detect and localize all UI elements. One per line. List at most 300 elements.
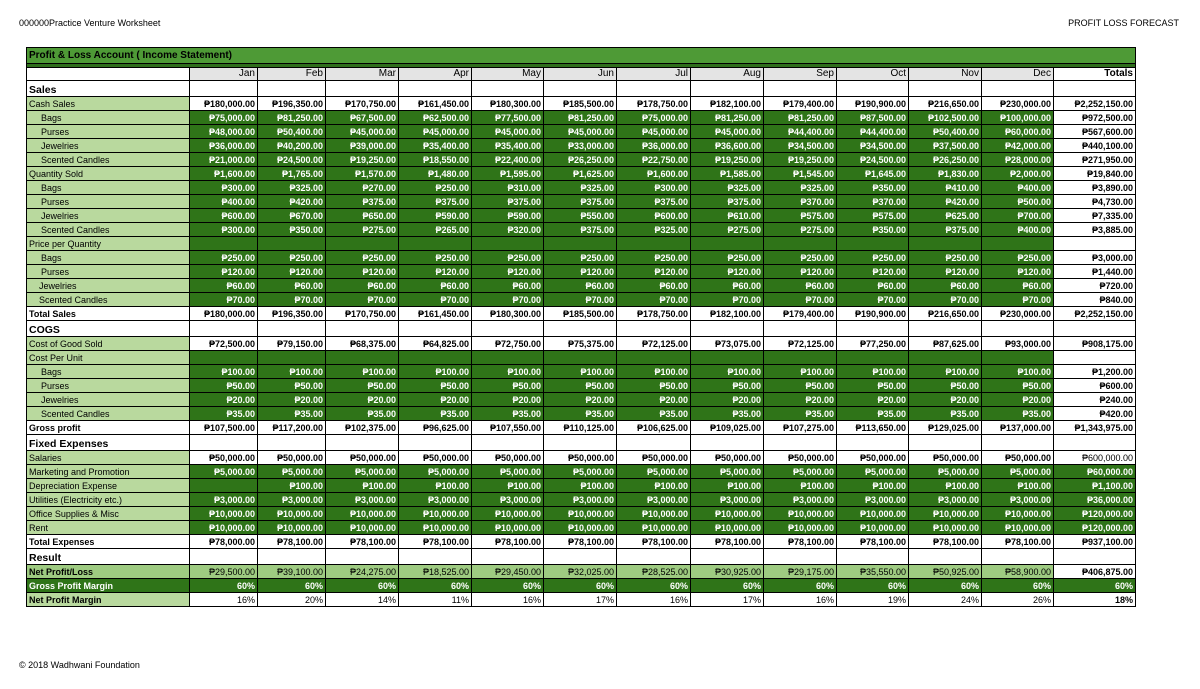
cell-value bbox=[472, 237, 544, 251]
cell-value: ₱400.00 bbox=[982, 223, 1054, 237]
row-office bbox=[27, 507, 1136, 521]
row-label: Bags bbox=[27, 365, 190, 379]
cell-value: ₱180,000.00 bbox=[190, 97, 258, 111]
row-cpu-candles bbox=[27, 407, 1136, 421]
cell-value: ₱120.00 bbox=[764, 265, 837, 279]
cell-value: ₱375.00 bbox=[544, 223, 617, 237]
cell-value: ₱35.00 bbox=[544, 407, 617, 421]
cell-value: ₱36,000.00 bbox=[190, 139, 258, 153]
cell-value: ₱100.00 bbox=[691, 365, 764, 379]
cell-value: ₱10,000.00 bbox=[909, 521, 982, 535]
cell-value: ₱22,750.00 bbox=[617, 153, 691, 167]
cell-value: ₱60.00 bbox=[399, 279, 472, 293]
row-qs-jewelries bbox=[27, 209, 1136, 223]
cell-value: ₱320.00 bbox=[472, 223, 544, 237]
cell-value: ₱29,450.00 bbox=[472, 565, 544, 579]
cell-value: ₱37,500.00 bbox=[909, 139, 982, 153]
section-blank-cell bbox=[544, 81, 617, 97]
cell-value: ₱21,000.00 bbox=[190, 153, 258, 167]
row-label: Total Sales bbox=[27, 307, 190, 321]
cell-value: ₱1,480.00 bbox=[399, 167, 472, 181]
cell-value bbox=[691, 351, 764, 365]
cell-value: ₱3,000.00 bbox=[617, 493, 691, 507]
cell-value: ₱3,000.00 bbox=[472, 493, 544, 507]
row-qs-bags bbox=[27, 181, 1136, 195]
row-label: Purses bbox=[27, 125, 190, 139]
cell-value: ₱50,000.00 bbox=[326, 451, 399, 465]
row-total: ₱3,890.00 bbox=[1054, 181, 1136, 195]
cell-value: ₱185,500.00 bbox=[544, 307, 617, 321]
section-blank-cell bbox=[837, 81, 909, 97]
cell-value bbox=[617, 351, 691, 365]
row-label: Net Profit/Loss bbox=[27, 565, 190, 579]
section-blank-cell bbox=[909, 435, 982, 451]
cell-value: ₱10,000.00 bbox=[691, 507, 764, 521]
cell-value: ₱29,175.00 bbox=[764, 565, 837, 579]
cell-value: ₱3,000.00 bbox=[837, 493, 909, 507]
cell-value: ₱39,000.00 bbox=[326, 139, 399, 153]
cell-value: ₱60,000.00 bbox=[982, 125, 1054, 139]
cell-value: ₱10,000.00 bbox=[837, 521, 909, 535]
cell-value: ₱100.00 bbox=[982, 365, 1054, 379]
cell-value: ₱600.00 bbox=[617, 209, 691, 223]
cell-value: ₱44,400.00 bbox=[764, 125, 837, 139]
cell-value bbox=[472, 351, 544, 365]
cell-value: ₱78,100.00 bbox=[909, 535, 982, 549]
cell-value: ₱50,000.00 bbox=[472, 451, 544, 465]
cell-value: ₱50,400.00 bbox=[909, 125, 982, 139]
cell-value: ₱81,250.00 bbox=[691, 111, 764, 125]
cell-value: ₱250.00 bbox=[472, 251, 544, 265]
cell-value: ₱10,000.00 bbox=[617, 521, 691, 535]
row-label: Bags bbox=[27, 181, 190, 195]
cell-value: ₱20.00 bbox=[982, 393, 1054, 407]
section-blank-cell bbox=[472, 81, 544, 97]
cell-value: ₱78,100.00 bbox=[326, 535, 399, 549]
cell-value: ₱50.00 bbox=[909, 379, 982, 393]
cell-value: ₱78,100.00 bbox=[764, 535, 837, 549]
cell-value: ₱50.00 bbox=[544, 379, 617, 393]
month-header: Apr bbox=[399, 68, 472, 81]
cell-value: ₱77,250.00 bbox=[837, 337, 909, 351]
section-blank-cell bbox=[909, 549, 982, 565]
cell-value bbox=[982, 351, 1054, 365]
cell-value: ₱107,500.00 bbox=[190, 421, 258, 435]
cell-value: ₱35.00 bbox=[326, 407, 399, 421]
cell-value: ₱350.00 bbox=[837, 181, 909, 195]
cell-value: ₱10,000.00 bbox=[544, 521, 617, 535]
row-total: ₱972,500.00 bbox=[1054, 111, 1136, 125]
cell-value: ₱300.00 bbox=[190, 223, 258, 237]
cell-value: ₱35.00 bbox=[617, 407, 691, 421]
cell-value: ₱161,450.00 bbox=[399, 97, 472, 111]
cell-value: ₱10,000.00 bbox=[326, 521, 399, 535]
cell-value: ₱250.00 bbox=[764, 251, 837, 265]
cell-value: ₱250.00 bbox=[691, 251, 764, 265]
section-blank-cell bbox=[837, 321, 909, 337]
cell-value: ₱1,830.00 bbox=[909, 167, 982, 181]
cell-value: ₱190,900.00 bbox=[837, 307, 909, 321]
row-total: ₱36,000.00 bbox=[1054, 493, 1136, 507]
cell-value bbox=[617, 237, 691, 251]
cell-value: ₱50.00 bbox=[258, 379, 326, 393]
cell-value: ₱35,400.00 bbox=[399, 139, 472, 153]
cell-value: ₱650.00 bbox=[326, 209, 399, 223]
cell-value: ₱45,000.00 bbox=[691, 125, 764, 139]
cell-value: ₱250.00 bbox=[837, 251, 909, 265]
cell-value: ₱375.00 bbox=[544, 195, 617, 209]
cell-value: ₱39,100.00 bbox=[258, 565, 326, 579]
cell-value: ₱3,000.00 bbox=[982, 493, 1054, 507]
section-blank-cell bbox=[1054, 81, 1136, 97]
section-blank-cell bbox=[258, 321, 326, 337]
cell-value: ₱50,000.00 bbox=[544, 451, 617, 465]
month-header-row bbox=[27, 68, 1136, 81]
row-gpm bbox=[27, 579, 1136, 593]
cell-value: ₱670.00 bbox=[258, 209, 326, 223]
month-header: Sep bbox=[764, 68, 837, 81]
row-label: Gross profit bbox=[27, 421, 190, 435]
section-row-cogs bbox=[27, 321, 1136, 337]
cell-value: ₱93,000.00 bbox=[982, 337, 1054, 351]
cell-value: ₱50.00 bbox=[190, 379, 258, 393]
cell-value: 26% bbox=[982, 593, 1054, 607]
cell-value: ₱182,100.00 bbox=[691, 97, 764, 111]
section-blank-cell bbox=[982, 435, 1054, 451]
section-blank-cell bbox=[326, 435, 399, 451]
month-header: Nov bbox=[909, 68, 982, 81]
row-cpu-purses bbox=[27, 379, 1136, 393]
section-blank-cell bbox=[258, 435, 326, 451]
cell-value: ₱3,000.00 bbox=[326, 493, 399, 507]
cell-value: ₱575.00 bbox=[764, 209, 837, 223]
cell-value: ₱28,000.00 bbox=[982, 153, 1054, 167]
cell-value: ₱170,750.00 bbox=[326, 307, 399, 321]
cell-value: ₱120.00 bbox=[982, 265, 1054, 279]
cell-value: ₱610.00 bbox=[691, 209, 764, 223]
row-label: Salaries bbox=[27, 451, 190, 465]
cell-value: ₱35.00 bbox=[472, 407, 544, 421]
month-header: Jun bbox=[544, 68, 617, 81]
month-header-blank bbox=[27, 68, 190, 81]
cell-value: ₱77,500.00 bbox=[472, 111, 544, 125]
cell-value: ₱50.00 bbox=[982, 379, 1054, 393]
cell-value: ₱100.00 bbox=[982, 479, 1054, 493]
cell-value: ₱100,000.00 bbox=[982, 111, 1054, 125]
cell-value: ₱32,025.00 bbox=[544, 565, 617, 579]
cell-value: ₱250.00 bbox=[399, 251, 472, 265]
cell-value: ₱3,000.00 bbox=[691, 493, 764, 507]
cell-value: ₱10,000.00 bbox=[982, 521, 1054, 535]
month-header: Oct bbox=[837, 68, 909, 81]
row-cogs-sold bbox=[27, 337, 1136, 351]
cell-value: ₱22,400.00 bbox=[472, 153, 544, 167]
cell-value: ₱375.00 bbox=[399, 195, 472, 209]
row-total: ₱720.00 bbox=[1054, 279, 1136, 293]
cell-value: ₱10,000.00 bbox=[691, 521, 764, 535]
cell-value: ₱325.00 bbox=[544, 181, 617, 195]
cell-value: ₱60.00 bbox=[691, 279, 764, 293]
month-header: Dec bbox=[982, 68, 1054, 81]
row-total: ₱600,000.00 bbox=[1054, 451, 1136, 465]
cell-value: ₱50,000.00 bbox=[837, 451, 909, 465]
cell-value: ₱35.00 bbox=[691, 407, 764, 421]
cell-value: ₱62,500.00 bbox=[399, 111, 472, 125]
cell-value: 60% bbox=[258, 579, 326, 593]
row-rent bbox=[27, 521, 1136, 535]
row-ppq bbox=[27, 237, 1136, 251]
row-total bbox=[1054, 237, 1136, 251]
cell-value: ₱87,500.00 bbox=[837, 111, 909, 125]
cell-value: ₱600.00 bbox=[190, 209, 258, 223]
cell-value: ₱10,000.00 bbox=[258, 521, 326, 535]
cell-value: ₱20.00 bbox=[617, 393, 691, 407]
cell-value: ₱102,500.00 bbox=[909, 111, 982, 125]
cell-value: ₱170,750.00 bbox=[326, 97, 399, 111]
cell-value: ₱1,585.00 bbox=[691, 167, 764, 181]
row-label: Cash Sales bbox=[27, 97, 190, 111]
cell-value: ₱325.00 bbox=[764, 181, 837, 195]
cell-value: ₱50,400.00 bbox=[258, 125, 326, 139]
section-blank-cell bbox=[837, 549, 909, 565]
cell-value: ₱137,000.00 bbox=[982, 421, 1054, 435]
cell-value: ₱70.00 bbox=[837, 293, 909, 307]
cell-value: ₱35.00 bbox=[190, 407, 258, 421]
row-total: ₱4,730.00 bbox=[1054, 195, 1136, 209]
section-blank-cell bbox=[399, 321, 472, 337]
cell-value: ₱370.00 bbox=[837, 195, 909, 209]
cell-value: ₱45,000.00 bbox=[617, 125, 691, 139]
cell-value: ₱5,000.00 bbox=[399, 465, 472, 479]
section-heading: Fixed Expenses bbox=[27, 435, 190, 451]
cell-value: ₱70.00 bbox=[617, 293, 691, 307]
cell-value: ₱42,000.00 bbox=[982, 139, 1054, 153]
row-label: Marketing and Promotion bbox=[27, 465, 190, 479]
cell-value: ₱35.00 bbox=[399, 407, 472, 421]
cell-value bbox=[326, 237, 399, 251]
row-pp-jewelries bbox=[27, 279, 1136, 293]
cell-value: ₱18,550.00 bbox=[399, 153, 472, 167]
cell-value: ₱35.00 bbox=[837, 407, 909, 421]
cell-value: ₱100.00 bbox=[258, 479, 326, 493]
cell-value: ₱29,500.00 bbox=[190, 565, 258, 579]
cell-value: ₱70.00 bbox=[399, 293, 472, 307]
cell-value: ₱20.00 bbox=[399, 393, 472, 407]
cell-value: ₱70.00 bbox=[982, 293, 1054, 307]
cell-value bbox=[837, 237, 909, 251]
cell-value: ₱100.00 bbox=[909, 365, 982, 379]
cell-value: ₱78,100.00 bbox=[691, 535, 764, 549]
row-label: Cost Per Unit bbox=[27, 351, 190, 365]
cell-value: ₱275.00 bbox=[691, 223, 764, 237]
cell-value: ₱44,400.00 bbox=[837, 125, 909, 139]
cell-value: 60% bbox=[909, 579, 982, 593]
row-label: Gross Profit Margin bbox=[27, 579, 190, 593]
cell-value: ₱50,000.00 bbox=[617, 451, 691, 465]
month-header: Jul bbox=[617, 68, 691, 81]
cell-value: ₱1,600.00 bbox=[617, 167, 691, 181]
cell-value: ₱30,925.00 bbox=[691, 565, 764, 579]
cell-value: 17% bbox=[691, 593, 764, 607]
section-blank-cell bbox=[190, 435, 258, 451]
cell-value: ₱250.00 bbox=[617, 251, 691, 265]
cell-value: ₱60.00 bbox=[617, 279, 691, 293]
cell-value: ₱400.00 bbox=[982, 181, 1054, 195]
totals-header: Totals bbox=[1054, 68, 1136, 81]
cell-value: ₱250.00 bbox=[544, 251, 617, 265]
section-blank-cell bbox=[190, 81, 258, 97]
cell-value bbox=[909, 351, 982, 365]
cell-value: ₱3,000.00 bbox=[190, 493, 258, 507]
cell-value: ₱50,000.00 bbox=[258, 451, 326, 465]
section-blank-cell bbox=[472, 435, 544, 451]
cell-value: ₱500.00 bbox=[982, 195, 1054, 209]
cell-value: ₱1,765.00 bbox=[258, 167, 326, 181]
cell-value: ₱100.00 bbox=[326, 479, 399, 493]
section-blank-cell bbox=[764, 321, 837, 337]
row-total: ₱2,252,150.00 bbox=[1054, 307, 1136, 321]
cell-value: ₱325.00 bbox=[617, 223, 691, 237]
row-total: ₱908,175.00 bbox=[1054, 337, 1136, 351]
section-blank-cell bbox=[764, 549, 837, 565]
section-blank-cell bbox=[326, 549, 399, 565]
cell-value: ₱129,025.00 bbox=[909, 421, 982, 435]
cell-value: ₱100.00 bbox=[764, 479, 837, 493]
cell-value: ₱100.00 bbox=[399, 479, 472, 493]
cell-value: ₱180,300.00 bbox=[472, 97, 544, 111]
cell-value: 16% bbox=[472, 593, 544, 607]
row-label: Purses bbox=[27, 265, 190, 279]
cell-value: ₱370.00 bbox=[764, 195, 837, 209]
cell-value: ₱575.00 bbox=[837, 209, 909, 223]
cell-value: ₱78,000.00 bbox=[190, 535, 258, 549]
cell-value: ₱19,250.00 bbox=[691, 153, 764, 167]
cell-value: ₱18,525.00 bbox=[399, 565, 472, 579]
cell-value: ₱100.00 bbox=[472, 479, 544, 493]
cell-value: ₱100.00 bbox=[190, 365, 258, 379]
cell-value: ₱3,000.00 bbox=[909, 493, 982, 507]
cell-value: ₱10,000.00 bbox=[472, 521, 544, 535]
cell-value: ₱10,000.00 bbox=[544, 507, 617, 521]
row-pp-bags bbox=[27, 251, 1136, 265]
cell-value: ₱275.00 bbox=[326, 223, 399, 237]
cell-value: ₱24,500.00 bbox=[837, 153, 909, 167]
profit-loss-table bbox=[26, 47, 1136, 607]
cell-value: 60% bbox=[190, 579, 258, 593]
cell-value: ₱50,000.00 bbox=[764, 451, 837, 465]
cell-value bbox=[190, 479, 258, 493]
cell-value: 14% bbox=[326, 593, 399, 607]
section-blank-cell bbox=[258, 81, 326, 97]
cell-value: ₱161,450.00 bbox=[399, 307, 472, 321]
cell-value: ₱70.00 bbox=[691, 293, 764, 307]
row-total: ₱440,100.00 bbox=[1054, 139, 1136, 153]
cell-value: ₱250.00 bbox=[326, 251, 399, 265]
section-blank-cell bbox=[617, 435, 691, 451]
section-blank-cell bbox=[472, 321, 544, 337]
row-total: ₱1,200.00 bbox=[1054, 365, 1136, 379]
cell-value: ₱81,250.00 bbox=[258, 111, 326, 125]
cell-value bbox=[764, 351, 837, 365]
cell-value: ₱75,000.00 bbox=[617, 111, 691, 125]
cell-value: ₱3,000.00 bbox=[764, 493, 837, 507]
cell-value: ₱110,125.00 bbox=[544, 421, 617, 435]
section-blank-cell bbox=[399, 549, 472, 565]
row-total: ₱567,600.00 bbox=[1054, 125, 1136, 139]
section-blank-cell bbox=[691, 435, 764, 451]
cell-value: ₱300.00 bbox=[617, 181, 691, 195]
row-total: ₱240.00 bbox=[1054, 393, 1136, 407]
cell-value: ₱87,625.00 bbox=[909, 337, 982, 351]
cell-value: ₱5,000.00 bbox=[764, 465, 837, 479]
row-total: 60% bbox=[1054, 579, 1136, 593]
row-salaries bbox=[27, 451, 1136, 465]
cell-value bbox=[764, 237, 837, 251]
cell-value: 60% bbox=[837, 579, 909, 593]
cell-value: ₱180,300.00 bbox=[472, 307, 544, 321]
row-label: Rent bbox=[27, 521, 190, 535]
section-blank-cell bbox=[399, 435, 472, 451]
section-blank-cell bbox=[617, 549, 691, 565]
cell-value: 24% bbox=[909, 593, 982, 607]
cell-value: ₱96,625.00 bbox=[399, 421, 472, 435]
row-depreciation bbox=[27, 479, 1136, 493]
row-total: ₱3,885.00 bbox=[1054, 223, 1136, 237]
row-total: ₱1,100.00 bbox=[1054, 479, 1136, 493]
cell-value: ₱72,750.00 bbox=[472, 337, 544, 351]
row-qs-purses bbox=[27, 195, 1136, 209]
cell-value: ₱50.00 bbox=[691, 379, 764, 393]
row-pp-purses bbox=[27, 265, 1136, 279]
row-label: Jewelries bbox=[27, 139, 190, 153]
cell-value: ₱50.00 bbox=[617, 379, 691, 393]
cell-value: ₱196,350.00 bbox=[258, 307, 326, 321]
month-header: Feb bbox=[258, 68, 326, 81]
section-blank-cell bbox=[399, 81, 472, 97]
cell-value: ₱34,500.00 bbox=[764, 139, 837, 153]
cell-value: ₱3,000.00 bbox=[544, 493, 617, 507]
section-blank-cell bbox=[691, 81, 764, 97]
cell-value: ₱10,000.00 bbox=[617, 507, 691, 521]
cell-value: ₱100.00 bbox=[258, 365, 326, 379]
cell-value: ₱550.00 bbox=[544, 209, 617, 223]
cell-value: 60% bbox=[764, 579, 837, 593]
cell-value: ₱230,000.00 bbox=[982, 97, 1054, 111]
cell-value: ₱20.00 bbox=[909, 393, 982, 407]
cell-value: ₱2,000.00 bbox=[982, 167, 1054, 181]
section-blank-cell bbox=[1054, 435, 1136, 451]
row-label: Cost of Good Sold bbox=[27, 337, 190, 351]
cell-value: ₱375.00 bbox=[909, 223, 982, 237]
cell-value: ₱73,075.00 bbox=[691, 337, 764, 351]
row-total: ₱120,000.00 bbox=[1054, 507, 1136, 521]
row-label: Total Expenses bbox=[27, 535, 190, 549]
cell-value: ₱196,350.00 bbox=[258, 97, 326, 111]
cell-value: ₱190,900.00 bbox=[837, 97, 909, 111]
cell-value: ₱275.00 bbox=[764, 223, 837, 237]
cell-value: ₱50,000.00 bbox=[399, 451, 472, 465]
cell-value: 20% bbox=[258, 593, 326, 607]
cell-value: ₱10,000.00 bbox=[909, 507, 982, 521]
row-label: Price per Quantity bbox=[27, 237, 190, 251]
cell-value: ₱35.00 bbox=[258, 407, 326, 421]
cell-value bbox=[258, 237, 326, 251]
cell-value: ₱58,900.00 bbox=[982, 565, 1054, 579]
cell-value: ₱107,275.00 bbox=[764, 421, 837, 435]
cell-value: ₱182,100.00 bbox=[691, 307, 764, 321]
row-gross-profit bbox=[27, 421, 1136, 435]
row-label: Jewelries bbox=[27, 393, 190, 407]
